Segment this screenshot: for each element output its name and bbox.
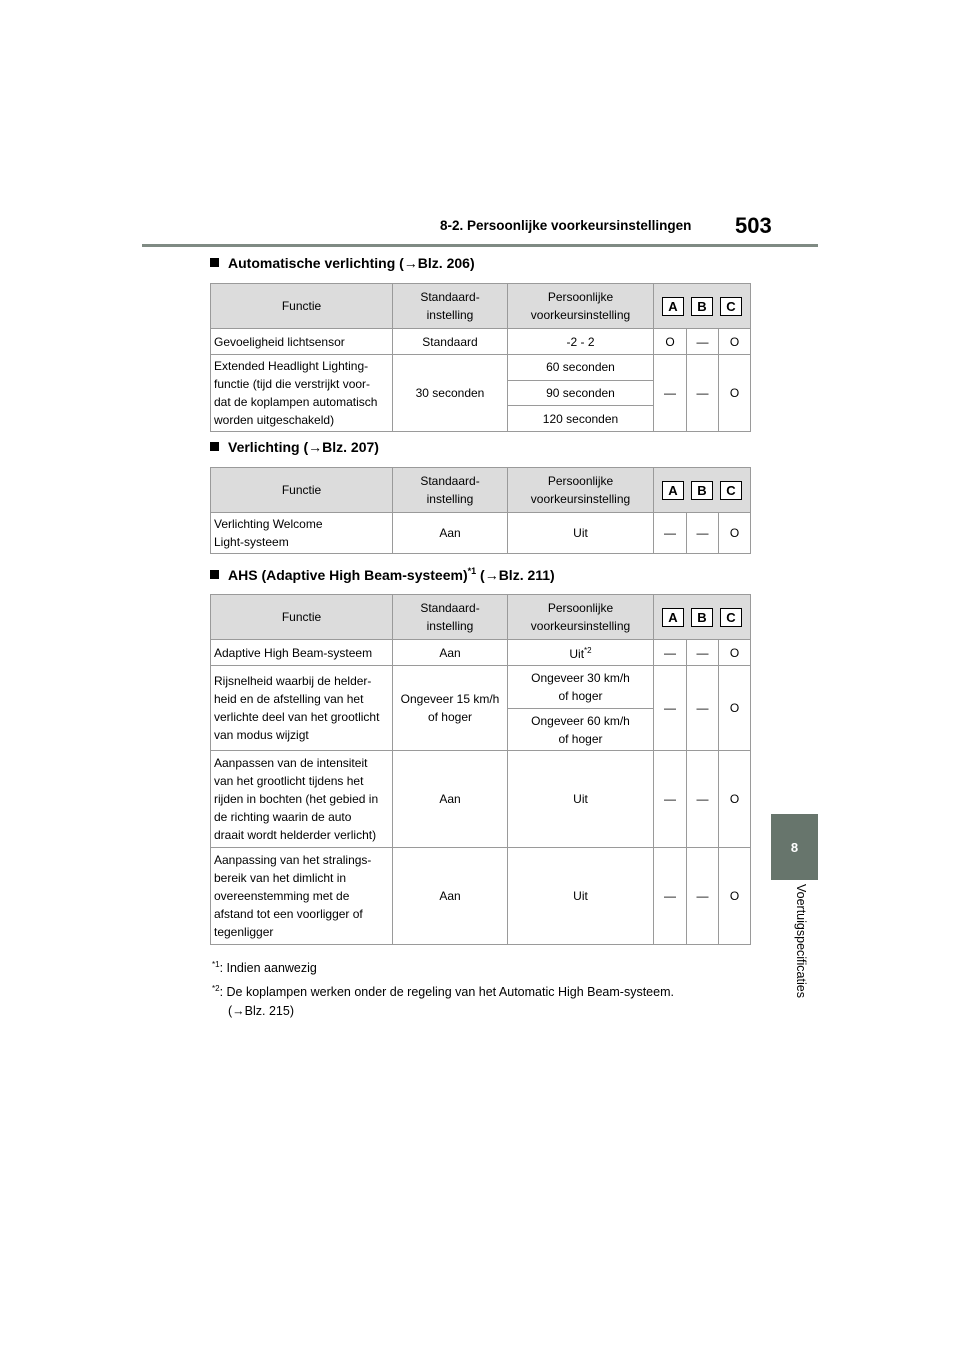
header-persoonlijk: Persoonlijke voorkeursinstelling	[508, 595, 654, 640]
section-heading-ahs	[210, 566, 555, 583]
cell-standaard: Aan	[393, 751, 508, 848]
square-bullet-icon	[210, 442, 219, 451]
section-ref: (→Blz. 211)	[476, 567, 555, 583]
cell-persoonlijk-option: 60 seconden	[508, 355, 654, 381]
table-row	[211, 666, 751, 709]
header-functie: Functie	[211, 284, 393, 329]
cell-a: —	[654, 513, 687, 554]
cell-a: —	[654, 666, 687, 751]
cell-b: —	[687, 355, 719, 432]
cell-functie: Aanpassen van de intensiteit van het grootlicht tijdens het rijden in bochten (het gebied in de richting waarin de auto draait wordt helderder verlicht)	[211, 751, 393, 848]
table-row	[211, 848, 751, 945]
table-row	[211, 329, 751, 355]
cell-c: O	[719, 751, 751, 848]
header-functie: Functie	[211, 468, 393, 513]
cell-a: —	[654, 751, 687, 848]
table-header-row	[211, 595, 751, 640]
header-persoonlijk: Persoonlijke voorkeursinstelling	[508, 468, 654, 513]
cell-persoonlijk-option: Ongeveer 60 km/h of hoger	[508, 709, 654, 751]
table-row	[211, 355, 751, 381]
cell-persoonlijk: Uit	[508, 751, 654, 848]
header-functie: Functie	[211, 595, 393, 640]
cell-persoonlijk-option: 120 seconden	[508, 406, 654, 432]
cell-b: —	[687, 329, 719, 355]
footnote-mark: *2	[212, 984, 220, 993]
cell-functie: Rijsnelheid waarbij de helder- heid en de afstelling van het verlichte deel van het grootlicht van modus wijzigt	[211, 666, 393, 751]
chapter-tab[interactable]: 8	[771, 814, 818, 880]
cell-b: —	[687, 751, 719, 848]
cell-standaard: Aan	[393, 640, 508, 666]
table-row	[211, 513, 751, 554]
section-header: 8-2. Persoonlijke voorkeursinstellingen	[440, 218, 692, 233]
settings-table-ahs	[210, 594, 751, 945]
section-heading-verlichting	[210, 439, 379, 455]
header-divider	[142, 244, 818, 247]
cell-functie: Adaptive High Beam-systeem	[211, 640, 393, 666]
cell-persoonlijk	[508, 640, 654, 666]
label-b: B	[691, 297, 713, 316]
section-heading-automatische-verlichting	[210, 255, 475, 271]
cell-standaard: Aan	[393, 848, 508, 945]
footnote-ref: *2	[584, 646, 592, 655]
cell-a: —	[654, 848, 687, 945]
footnote-mark: *1	[212, 960, 220, 969]
table-header-row	[211, 468, 751, 513]
label-c: C	[720, 481, 742, 500]
footnote-1	[212, 955, 752, 978]
cell-c: O	[719, 666, 751, 751]
label-b: B	[691, 608, 713, 627]
header-standaard: Standaard- instelling	[393, 595, 508, 640]
cell-standaard: 30 seconden	[393, 355, 508, 432]
cell-standaard: Aan	[393, 513, 508, 554]
cell-a: —	[654, 355, 687, 432]
label-c: C	[720, 608, 742, 627]
square-bullet-icon	[210, 258, 219, 267]
page-number: 503	[735, 213, 772, 238]
cell-functie: Extended Headlight Lighting- functie (tijd die verstrijkt voor- dat de koplampen automatisch worden uitgeschakeld)	[211, 355, 393, 432]
header-abc	[654, 595, 751, 640]
cell-persoonlijk-option: 90 seconden	[508, 380, 654, 406]
cell-functie: Verlichting Welcome Light-systeem	[211, 513, 393, 554]
label-a: A	[662, 297, 684, 316]
settings-table-automatische-verlichting	[210, 283, 751, 432]
cell-persoonlijk-option: Ongeveer 30 km/h of hoger	[508, 666, 654, 709]
cell-functie: Aanpassing van het stralings- bereik van het dimlicht in overeenstemming met de afstand tot een voorligger of tegenligger	[211, 848, 393, 945]
square-bullet-icon	[210, 570, 219, 579]
table-header-row	[211, 284, 751, 329]
cell-persoonlijk: Uit	[508, 848, 654, 945]
header-persoonlijk: Persoonlijke voorkeursinstelling	[508, 284, 654, 329]
header-standaard: Standaard- instelling	[393, 468, 508, 513]
cell-persoonlijk: -2 - 2	[508, 329, 654, 355]
section-title: AHS (Adaptive High Beam-systeem)	[228, 567, 468, 583]
footnote-2	[212, 979, 752, 1021]
cell-persoonlijk: Uit	[508, 513, 654, 554]
header-standaard: Standaard- instelling	[393, 284, 508, 329]
cell-standaard: Ongeveer 15 km/h of hoger	[393, 666, 508, 751]
cell-persoonlijk-value: Uit	[569, 647, 585, 661]
label-a: A	[662, 481, 684, 500]
cell-a: —	[654, 640, 687, 666]
footnote-continuation: (→Blz. 215)	[228, 1004, 294, 1018]
cell-b: —	[687, 848, 719, 945]
header-abc	[654, 468, 751, 513]
cell-c: O	[719, 329, 751, 355]
table-row	[211, 751, 751, 848]
label-c: C	[720, 297, 742, 316]
cell-b: —	[687, 640, 719, 666]
cell-b: —	[687, 513, 719, 554]
header-abc	[654, 284, 751, 329]
section-title: Verlichting (→Blz. 207)	[228, 439, 379, 455]
cell-standaard: Standaard	[393, 329, 508, 355]
table-row	[211, 640, 751, 666]
section-title: Automatische verlichting (→Blz. 206)	[228, 255, 475, 271]
cell-functie: Gevoeligheid lichtsensor	[211, 329, 393, 355]
settings-table-verlichting	[210, 467, 751, 554]
footnote-ref: *1	[467, 566, 477, 576]
cell-b: —	[687, 666, 719, 751]
footnote-text: : Indien aanwezig	[219, 961, 317, 975]
label-a: A	[662, 608, 684, 627]
label-b: B	[691, 481, 713, 500]
footnote-text: : De koplampen werken onder de regeling van het Automatic High Beam-systeem.	[219, 985, 674, 999]
cell-c: O	[719, 513, 751, 554]
cell-c: O	[719, 640, 751, 666]
chapter-label: Voertuigspecificaties	[794, 884, 808, 998]
cell-a: O	[654, 329, 687, 355]
cell-c: O	[719, 355, 751, 432]
cell-c: O	[719, 848, 751, 945]
